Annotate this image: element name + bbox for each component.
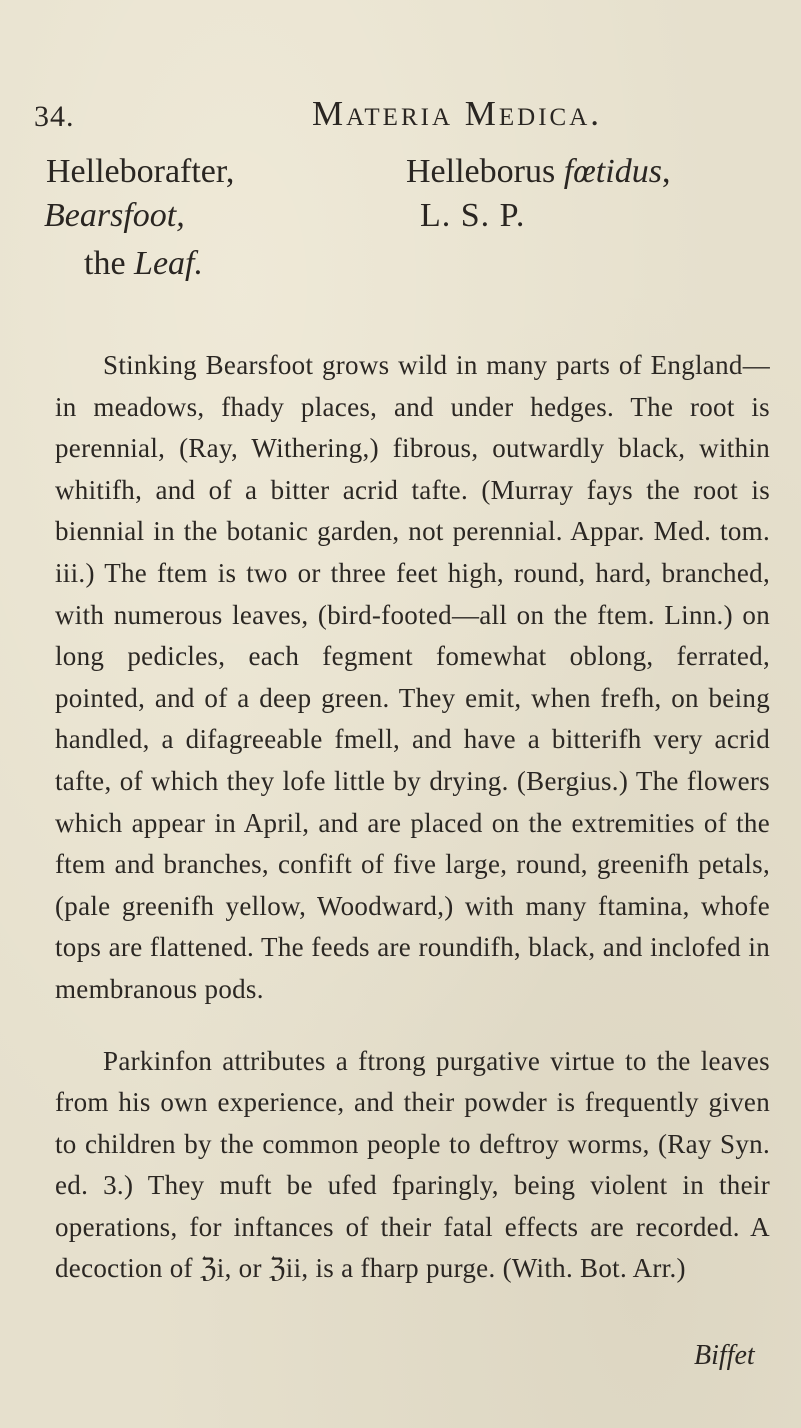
latin-name: Helleborus fœtidus, [406, 153, 671, 190]
paragraph-2: Parkinfon attributes a ftrong purgative virtue to the leaves from his own experience, and their powder is frequently given to children by the common people to deftroy worms, (Ray Syn. ed. 3.) They muft be ufed fparingly, being violent in their operations, for inftances of their fatal effects are recorded. A decoction of ℨi, or ℨii, is a fharp purge. (With. Bot. Arr.) [55, 1045, 770, 1284]
running-head: Materia Medica. [312, 94, 602, 133]
catchword: Biffet [694, 1340, 755, 1371]
body-text [55, 345, 770, 1290]
drug-entry [46, 155, 746, 285]
common-name: Bearsfoot, [44, 197, 185, 234]
page-number: 34. [34, 100, 75, 133]
paragraph-1: Stinking Bearsfoot grows wild in many parts of England—in meadows, fhady places, and under hedges. The root is perennial, (Ray, Withering,) fibrous, outwardly black, within whitifh, and of a bitter acrid tafte. (Murray fays the root is biennial in the botanic garden, not perennial. Appar. Med. tom. iii.) The ftem is two or three feet high, round, hard, branched, with numerous leaves, (bird-footed—all on the ftem. Linn.) on long pedicles, each fegment fomewhat oblong, ferrated, pointed, and of a deep green. They emit, when frefh, on being handled, a difagreeable fmell, and have a bitterifh very acrid tafte, of which they lofe little by drying. (Bergius.) The flowers which appear in April, and are placed on the extremities of the ftem and branches, confift of five large, round, greenifh petals, (pale greenifh yellow, Woodward,) with many ftamina, whofe tops are flattened. The feeds are roundifh, black, and inclofed in membranous pods. [55, 350, 770, 1004]
pharmacopoeia-mark: L. S. P. [420, 197, 526, 234]
part-used: the Leaf. [84, 245, 203, 282]
page-header [34, 94, 774, 140]
english-name: Helleborafter, [46, 153, 235, 190]
